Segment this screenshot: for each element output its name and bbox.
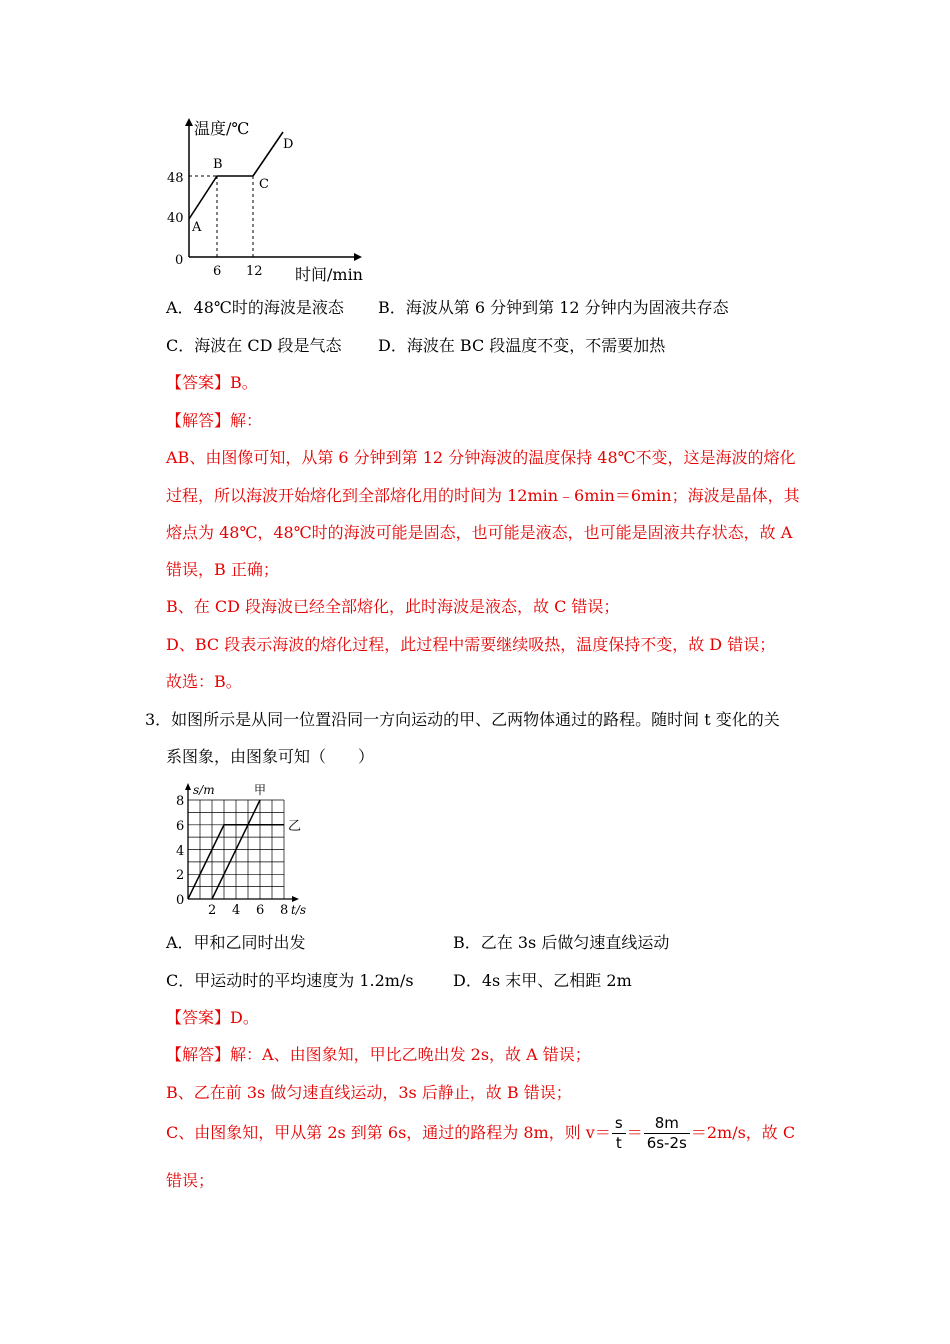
analysis-label: 【解答】解：	[166, 411, 263, 430]
y-tick-6: 6	[176, 819, 185, 834]
y-tick-48: 48	[167, 171, 184, 186]
question-stem: 3．如图所示是从同一位置沿同一方向运动的甲、乙两物体通过的路程。随时间 t 变化的关	[145, 710, 780, 729]
fraction-values	[644, 1114, 690, 1153]
x-axis-title: t/s	[291, 903, 307, 917]
x-tick-6: 6	[256, 903, 265, 918]
y-tick-4: 4	[176, 844, 185, 859]
y-tick-2: 2	[176, 868, 185, 883]
question-stem-cont: 系图象，由图象可知（ ）	[166, 747, 375, 766]
option-c: C．甲运动时的平均速度为 1.2m/s	[166, 971, 414, 990]
option-d: D．海波在 BC 段温度不变，不需要加热	[378, 336, 666, 355]
analysis-line-formula	[166, 1113, 795, 1155]
explanation-line: 故选：B。	[166, 672, 242, 691]
label-jia: 甲	[254, 783, 267, 797]
formula-result: ＝2m/s，故 C	[690, 1123, 796, 1142]
option-b: B．乙在 3s 后做匀速直线运动	[453, 933, 670, 952]
explanation-line: AB、由图像可知，从第 6 分钟到第 12 分钟海波的温度保持 48℃不变，这是海波的熔化	[166, 448, 796, 467]
y-axis-arrow	[185, 118, 193, 126]
option-a: A．48℃时的海波是液态	[166, 298, 344, 317]
fraction-denominator: 6s-2s	[646, 1134, 687, 1152]
equals-sign: ＝	[626, 1123, 643, 1142]
x-tick-2: 2	[208, 903, 217, 918]
option-a: A．甲和乙同时出发	[166, 933, 306, 952]
explanation-line: 错误，B 正确；	[166, 560, 279, 579]
explanation-line: D、BC 段表示海波的熔化过程，此过程中需要继续吸热，温度保持不变，故 D 错误；	[166, 635, 776, 654]
label-yi: 乙	[288, 819, 302, 834]
explanation-line: 过程，所以海波开始熔化到全部熔化用的时间为 12min﹣6min＝6min；海波是晶体，其	[166, 486, 800, 505]
origin-label: 0	[176, 893, 185, 908]
x-tick-4: 4	[232, 903, 241, 918]
explanation-line: 熔点为 48℃，48℃时的海波可能是固态，也可能是液态，也可能是固液共存状态，故 A	[166, 523, 793, 542]
analysis-label: 【解答】	[166, 1045, 231, 1064]
fraction-s-over-t	[612, 1114, 626, 1153]
x-axis-arrow	[292, 896, 299, 902]
y-tick-8: 8	[176, 794, 185, 809]
fraction-numerator: 8m	[644, 1114, 690, 1134]
x-tick-8: 8	[280, 903, 289, 918]
origin-label: 0	[175, 253, 184, 268]
y-tick-40: 40	[167, 211, 184, 226]
analysis-line: B、乙在前 3s 做匀速直线运动，3s 后静止，故 B 错误；	[166, 1083, 572, 1102]
y-axis-title: 温度/℃	[194, 119, 250, 138]
option-b: B．海波从第 6 分钟到第 12 分钟内为固液共存态	[378, 298, 729, 317]
option-d: D．4s 末甲、乙相距 2m	[453, 971, 632, 990]
distance-time-graph	[166, 778, 326, 918]
x-axis-arrow	[354, 253, 362, 261]
y-axis-title: s/m	[193, 783, 215, 797]
y-axis-arrow	[185, 783, 191, 790]
melting-graph	[160, 112, 380, 287]
point-c: C	[259, 177, 269, 192]
analysis-line	[166, 1045, 591, 1065]
x-axis-title: 时间/min	[295, 265, 363, 284]
analysis-text: 解：A、由图象知，甲比乙晚出发 2s，故 A 错误；	[230, 1045, 591, 1064]
point-b: B	[213, 157, 223, 172]
explanation-line: B、在 CD 段海波已经全部熔化，此时海波是液态，故 C 错误；	[166, 597, 620, 616]
fraction-numerator: s	[612, 1114, 626, 1134]
x-tick-6: 6	[213, 264, 222, 279]
point-a: A	[192, 220, 202, 235]
x-tick-12: 12	[246, 264, 263, 279]
analysis-line: 错误；	[166, 1171, 215, 1190]
answer: 【答案】B。	[166, 373, 258, 392]
answer: 【答案】D。	[166, 1008, 259, 1027]
formula-prefix: C、由图象知，甲从第 2s 到第 6s，通过的路程为 8m，则 v＝	[166, 1123, 611, 1142]
point-d: D	[283, 137, 294, 152]
fraction-denominator: t	[615, 1134, 622, 1152]
option-c: C．海波在 CD 段是气态	[166, 336, 342, 355]
